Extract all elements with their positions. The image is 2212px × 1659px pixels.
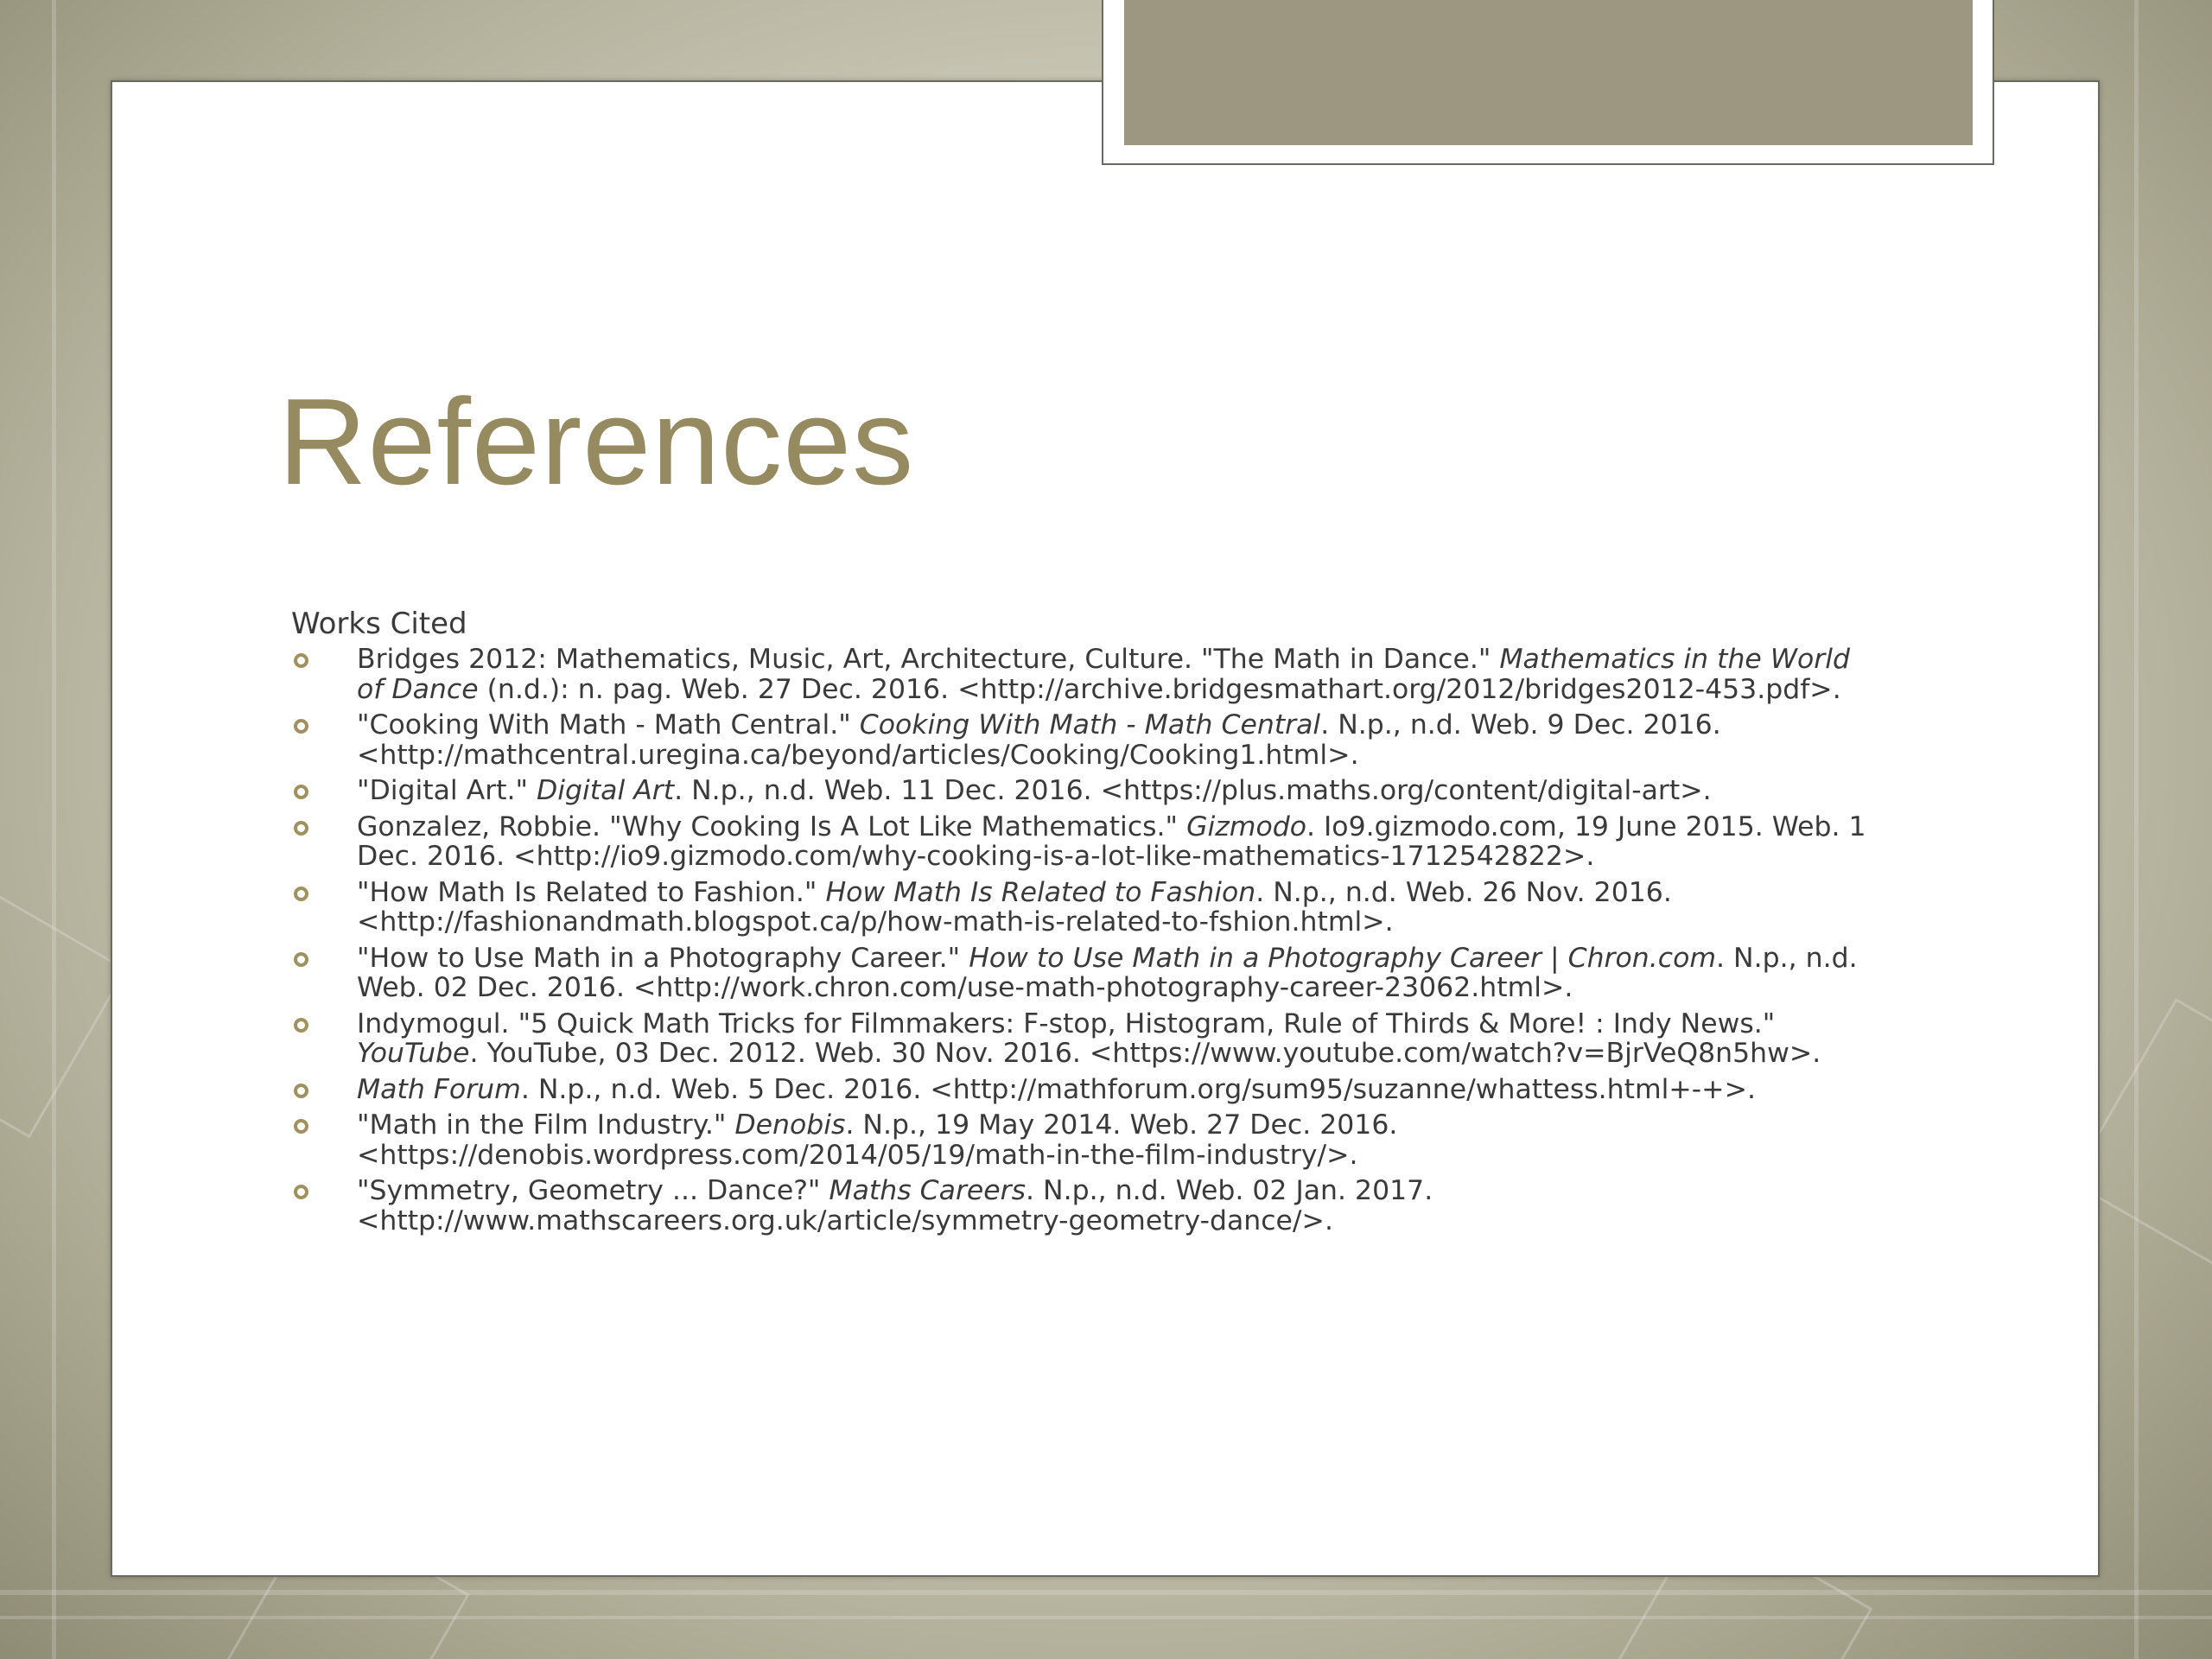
reference-details: . Io9.gizmodo.com, 19 June 2015. Web. 1 Dec. 2016. <http://io9.gizmodo.com/why-cooking-is-a-lot-like-mathematics-1712542822>. (357, 810, 1866, 872)
reference-item (291, 1110, 1881, 1170)
reference-text: "How Math Is Related to Fashion." (357, 876, 826, 908)
reference-source-title: Cooking With Math - Math Central (859, 709, 1321, 741)
reference-details: . N.p., 19 May 2014. Web. 27 Dec. 2016. <https://denobis.wordpress.com/2014/05/19/math-in-the-film-industry/>. (357, 1109, 1398, 1171)
reference-source-title: Mathematics in the World of Dance (357, 644, 1850, 705)
bullet-circle-icon (294, 821, 308, 836)
reference-source-title: Digital Art (537, 775, 675, 806)
works-cited-heading: Works Cited (291, 607, 467, 641)
reference-item (291, 710, 1881, 770)
bullet-circle-icon (294, 1018, 308, 1033)
reference-item (291, 944, 1881, 1003)
background-stripe (2134, 0, 2139, 1659)
reference-text: Gonzalez, Robbie. "Why Cooking Is A Lot Like Mathematics." (357, 810, 1187, 842)
slide-title: References (278, 373, 915, 511)
reference-text: "Cooking With Math - Math Central." (357, 709, 860, 741)
reference-source-title: YouTube (357, 1038, 470, 1069)
reference-item (291, 776, 1881, 806)
reference-details: (n.d.): n. pag. Web. 27 Dec. 2016. <http://archive.bridgesmathart.org/2012/bridges2012-453.pdf>. (478, 673, 1841, 705)
reference-source-title: How to Use Math in a Photography Career | Chron.com (969, 942, 1717, 974)
header-tab-fill (1124, 0, 1973, 145)
reference-details: . N.p., n.d. Web. 11 Dec. 2016. <https://plus.maths.org/content/digital-art>. (674, 775, 1712, 806)
reference-item (291, 1009, 1881, 1069)
reference-text: "Digital Art." (357, 775, 537, 806)
slide-content (291, 605, 1881, 1242)
bullet-circle-icon (294, 653, 308, 668)
reference-source-title: Denobis (734, 1109, 846, 1141)
bullet-circle-icon (294, 719, 308, 734)
bullet-circle-icon (294, 1119, 308, 1134)
reference-item (291, 645, 1881, 704)
reference-text: "How to Use Math in a Photography Career." (357, 942, 969, 974)
reference-details: . N.p., n.d. Web. 26 Nov. 2016. <http://fashionandmath.blogspot.ca/p/how-math-is-related-to-fshion.html>. (357, 876, 1672, 938)
reference-item (291, 812, 1881, 872)
reference-list (291, 645, 1881, 1236)
bullet-circle-icon (294, 952, 308, 967)
reference-details: . YouTube, 03 Dec. 2012. Web. 30 Nov. 2016. <https://www.youtube.com/watch?v=BjrVeQ8n5hw>. (469, 1038, 1821, 1069)
reference-details: . N.p., n.d. Web. 02 Jan. 2017. <http://www.mathscareers.org.uk/article/symmetry-geometry-dance/>. (357, 1175, 1433, 1236)
reference-text: "Symmetry, Geometry ... Dance?" (357, 1175, 830, 1206)
reference-source-title: Gizmodo (1186, 810, 1306, 842)
bullet-circle-icon (294, 1084, 308, 1098)
reference-details: . N.p., n.d. Web. 02 Dec. 2016. <http://work.chron.com/use-math-photography-career-23062.html>. (357, 942, 1858, 1003)
reference-details: . N.p., n.d. Web. 5 Dec. 2016. <http://mathforum.org/sum95/suzanne/whattess.html+-+>. (520, 1073, 1756, 1105)
reference-item (291, 1176, 1881, 1236)
reference-details: . N.p., n.d. Web. 9 Dec. 2016. <http://mathcentral.uregina.ca/beyond/articles/Cooking/Cooking1.html>. (357, 709, 1721, 771)
reference-text: Bridges 2012: Mathematics, Music, Art, Architecture, Culture. "The Math in Dance." (357, 644, 1500, 675)
bullet-circle-icon (294, 887, 308, 901)
reference-source-title: How Math Is Related to Fashion (825, 876, 1256, 908)
background-hexagon (0, 872, 127, 1139)
reference-source-title: Math Forum (357, 1073, 521, 1105)
background-stripe (52, 0, 56, 1659)
reference-text: Indymogul. "5 Quick Math Tricks for Filmmakers: F-stop, Histogram, Rule of Thirds & More! : Indy News." (357, 1007, 1776, 1039)
reference-source-title: Maths Careers (829, 1175, 1027, 1206)
bullet-circle-icon (294, 1185, 308, 1199)
reference-item (291, 878, 1881, 938)
reference-text: "Math in the Film Industry." (357, 1109, 735, 1141)
bullet-circle-icon (294, 785, 308, 799)
reference-item (291, 1075, 1881, 1105)
